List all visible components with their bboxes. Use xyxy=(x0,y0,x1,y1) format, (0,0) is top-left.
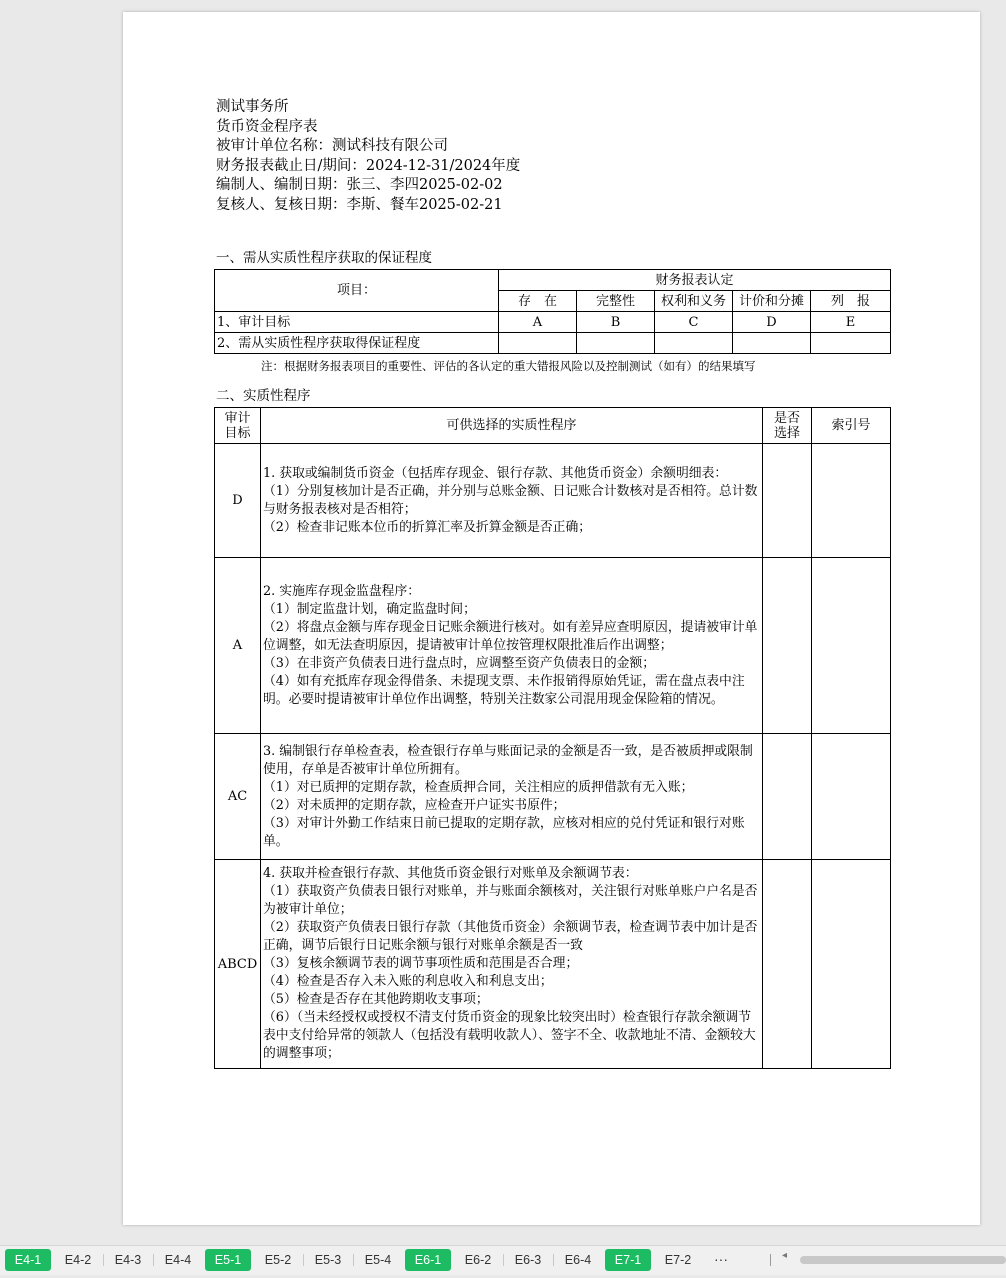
section1-title: 一、需从实质性程序获取的保证程度 xyxy=(216,250,432,266)
document-page xyxy=(123,12,980,1225)
assertion-completeness: 完整性 xyxy=(577,291,655,312)
assertion-header: 财务报表认定 xyxy=(499,270,891,291)
table-row xyxy=(215,558,891,734)
sheet-tab-bar xyxy=(0,1245,1006,1275)
document-header xyxy=(216,98,520,215)
row-audit-objective-label: 1、审计目标 xyxy=(215,312,499,333)
col-header-procedure: 可供选择的实质性程序 xyxy=(261,408,763,444)
assertion-presentation: 列 报 xyxy=(811,291,891,312)
row-procedure xyxy=(261,860,763,1069)
procedure-line: 2. 实施库存现金监盘程序： xyxy=(263,583,421,599)
procedures-table xyxy=(214,407,891,1069)
preparer-info: 编制人、编制日期：张三、李四2025-02-02 xyxy=(216,177,503,193)
procedure-line: （5）检查是否存在其他跨期收支事项； xyxy=(263,992,489,1007)
procedure-line: （1）获取资产负债表日银行对账单，并与账面余额核对，关注银行对账单账户户名是否为被审计单位； xyxy=(263,884,758,917)
procedure-line: 3. 编制银行存单检查表，检查银行存单与账面记录的金额是否一致，是否被质押或限制使用，存单是否被审计单位所拥有。 xyxy=(263,743,753,777)
procedure-line: （3）在非资产负债表日进行盘点时，应调整至资产负债表日的金额； xyxy=(263,655,656,671)
audited-entity: 被审计单位名称：测试科技有限公司 xyxy=(216,138,448,154)
row-procedure xyxy=(261,734,763,860)
procedure-line: （4）检查是否存入未入账的利息收入和利息支出； xyxy=(263,974,553,989)
tab-separator xyxy=(153,1254,154,1266)
procedure-line: （2）将盘点金额与库存现金日记账余额进行核对。如有差异应查明原因，提请被审计单位调整，如无法查明原因，提请被审计单位按管理权限批准后作出调整； xyxy=(263,619,758,653)
row-select-cell[interactable] xyxy=(763,558,812,734)
procedure-line: （6）（当未经授权或授权不清支付货币资金的现象比较突出时）检查银行存款余额调节表中支付给异常的领款人（包括没有载明收款人）、签字不全、收款地址不清、金额较大的调整事项； xyxy=(263,1010,756,1061)
row-assurance-label: 2、需从实质性程序获取得保证程度 xyxy=(215,333,499,354)
table-row xyxy=(215,860,891,1069)
col-header-goal-line1: 审计 xyxy=(224,410,251,426)
sheet-tab[interactable]: E7-2 xyxy=(664,1253,692,1267)
section2-title: 二、实质性程序 xyxy=(216,388,311,404)
assurance-cell[interactable] xyxy=(499,333,577,354)
reviewer-info: 复核人、复核日期：李斯、餐车2025-02-21 xyxy=(216,196,503,213)
tab-separator xyxy=(503,1254,504,1266)
item-label: 项目： xyxy=(215,270,499,312)
row-index-cell[interactable] xyxy=(812,734,891,860)
procedure-line: （4）如有充抵库存现金得借条、未提现支票、未作报销得原始凭证，需在盘点表中注明。必要时提请被审计单位作出调整，特别关注数家公司混用现金保险箱的情况。 xyxy=(263,673,745,707)
row-procedure xyxy=(261,444,763,558)
row-index-cell[interactable] xyxy=(812,558,891,734)
row-goal: D xyxy=(215,444,261,558)
sheet-tab[interactable]: E4-1 xyxy=(5,1249,51,1271)
tab-separator xyxy=(103,1254,104,1266)
sheet-tab[interactable]: E4-2 xyxy=(64,1253,92,1267)
assurance-cell[interactable] xyxy=(733,333,811,354)
assertion-valuation: 计价和分摊 xyxy=(733,291,811,312)
assurance-cell[interactable] xyxy=(577,333,655,354)
report-period: 财务报表截止日/期间：2024-12-31/2024年度 xyxy=(216,157,521,174)
sheet-tab[interactable]: E5-1 xyxy=(205,1249,251,1271)
row-select-cell[interactable] xyxy=(763,734,812,860)
col-header-select-line1: 是否 xyxy=(773,410,800,426)
sheet-tab[interactable]: E4-4 xyxy=(164,1253,192,1267)
row-select-cell[interactable] xyxy=(763,860,812,1069)
objective-cell[interactable]: B xyxy=(577,312,655,333)
assertion-existence: 存 在 xyxy=(499,291,577,312)
sheet-tab[interactable]: E4-3 xyxy=(114,1253,142,1267)
horizontal-scrollbar[interactable] xyxy=(800,1256,1006,1264)
objective-cell[interactable]: A xyxy=(499,312,577,333)
row-index-cell[interactable] xyxy=(812,860,891,1069)
assertion-rights: 权利和义务 xyxy=(655,291,733,312)
sheet-tab[interactable]: E6-2 xyxy=(464,1253,492,1267)
procedure-line: 1. 获取或编制货币资金（包括库存现金、银行存款、其他货币资金）余额明细表： xyxy=(263,465,728,481)
row-index-cell[interactable] xyxy=(812,444,891,558)
assurance-cell[interactable] xyxy=(655,333,733,354)
sheet-tab[interactable]: E7-1 xyxy=(605,1249,651,1271)
sheet-tab[interactable]: E5-2 xyxy=(264,1253,292,1267)
tab-separator xyxy=(553,1254,554,1266)
row-goal: A xyxy=(215,558,261,734)
procedure-line: （1）分别复核加计是否正确，并分别与总账金额、日记账合计数核对是否相符。总计数与财务报表核对是否相符； xyxy=(263,483,758,517)
procedure-line: （1）对已质押的定期存款，检查质押合同，关注相应的质押借款有无入账； xyxy=(263,779,694,795)
objective-cell[interactable]: C xyxy=(655,312,733,333)
procedure-line: （3）复核余额调节表的调节事项性质和范围是否合理； xyxy=(263,956,579,971)
sheet-tab[interactable]: E5-4 xyxy=(364,1253,392,1267)
col-header-select xyxy=(763,408,812,444)
assurance-table xyxy=(214,269,891,354)
tab-separator xyxy=(303,1254,304,1266)
procedure-line: （2）对未质押的定期存款，应检查开户证实书原件； xyxy=(263,797,566,813)
col-header-goal-line2: 目标 xyxy=(224,425,251,441)
procedure-line: （3）对审计外勤工作结束日前已提取的定期存款，应核对相应的兑付凭证和银行对账单。 xyxy=(263,815,745,849)
row-procedure xyxy=(261,558,763,734)
sheet-tab[interactable]: E6-4 xyxy=(564,1253,592,1267)
sheet-tab[interactable]: E5-3 xyxy=(314,1253,342,1267)
scroll-left-icon[interactable]: ◂ xyxy=(782,1250,788,1261)
col-header-goal xyxy=(215,408,261,444)
sheet-tab[interactable]: E6-3 xyxy=(514,1253,542,1267)
section1-note: 注：根据财务报表项目的重要性、评估的各认定的重大错报风险以及控制测试（如有）的结果填写 xyxy=(261,359,756,373)
assurance-cell[interactable] xyxy=(811,333,891,354)
col-header-index: 索引号 xyxy=(812,408,891,444)
more-tabs-button[interactable]: ··· xyxy=(714,1251,728,1267)
row-goal: AC xyxy=(215,734,261,860)
procedure-line: （2）获取资产负债表日银行存款（其他货币资金）余额调节表，检查调节表中加计是否正确，调节后银行日记账余额与银行对账单余额是否一致 xyxy=(263,920,758,953)
table-row xyxy=(215,444,891,558)
procedure-line: 4. 获取并检查银行存款、其他货币资金银行对账单及余额调节表： xyxy=(263,866,638,881)
col-header-select-line2: 选择 xyxy=(773,425,800,441)
objective-cell[interactable]: E xyxy=(811,312,891,333)
row-select-cell[interactable] xyxy=(763,444,812,558)
procedure-line: （2）检查非记账本位币的折算汇率及折算金额是否正确； xyxy=(263,519,592,535)
tab-divider xyxy=(770,1254,771,1266)
firm-name: 测试事务所 xyxy=(216,99,289,115)
row-goal: ABCD xyxy=(215,860,261,1069)
sheet-tab[interactable]: E6-1 xyxy=(405,1249,451,1271)
objective-cell[interactable]: D xyxy=(733,312,811,333)
procedure-line: （1）制定监盘计划，确定监盘时间； xyxy=(263,601,476,617)
page-title: 货币资金程序表 xyxy=(216,118,318,135)
tab-separator xyxy=(353,1254,354,1266)
table-row xyxy=(215,734,891,860)
